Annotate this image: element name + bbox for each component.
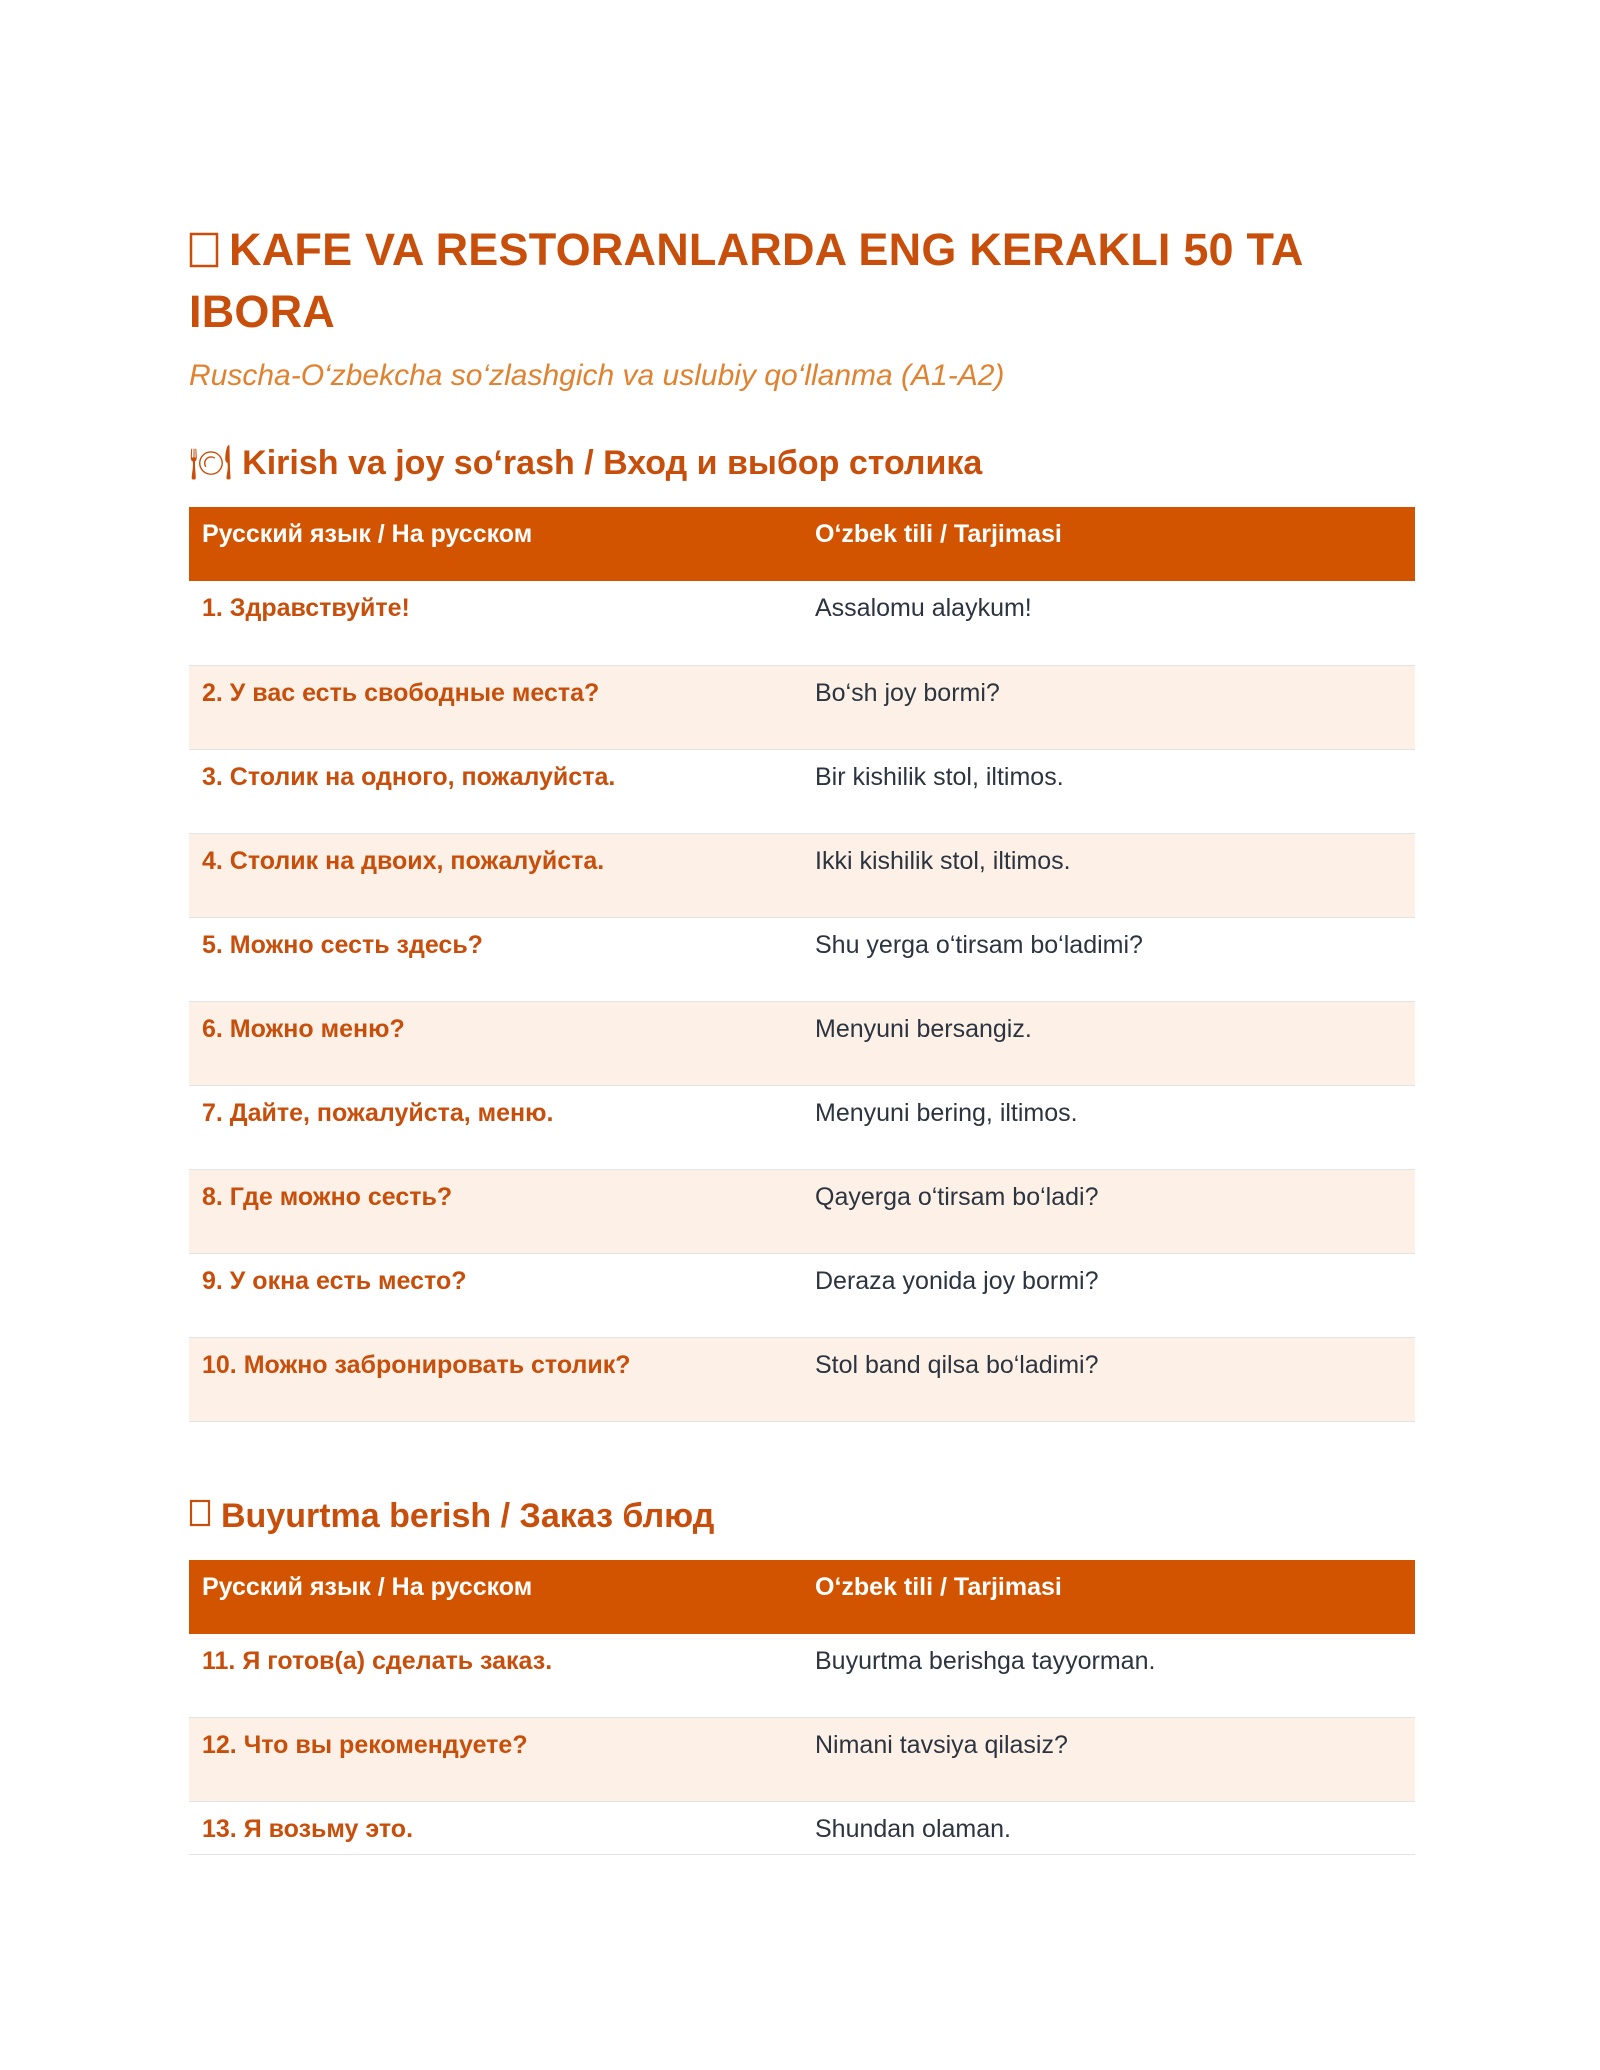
- uzbek-translation: Menyuni bering, iltimos.: [802, 1085, 1415, 1169]
- russian-phrase: 6. Можно меню?: [189, 1001, 802, 1085]
- table-row: [189, 1718, 1415, 1802]
- document-title: [189, 219, 1415, 343]
- table-row: [189, 1001, 1415, 1085]
- table-row: [189, 833, 1415, 917]
- section-ordering: [189, 1494, 1415, 1856]
- column-header-uzbek: O‘zbek tili / Tarjimasi: [802, 507, 1415, 581]
- table-row: [189, 1253, 1415, 1337]
- table-row: [189, 749, 1415, 833]
- uzbek-translation: Assalomu alaykum!: [802, 581, 1415, 665]
- section-heading-text: Kirish va joy so‘rash / Вход и выбор столика: [242, 444, 983, 482]
- document-subtitle: Ruscha-O‘zbekcha so‘zlashgich va uslubiy qo‘llanma (A1-A2): [189, 359, 1005, 392]
- table-header-row: [189, 507, 1415, 581]
- russian-phrase: 13. Я возьму это.: [189, 1802, 802, 1855]
- section-heading-text: Buyurtma berish / Заказ блюд: [221, 1496, 715, 1535]
- phrase-table: [189, 507, 1415, 1422]
- document-page: [189, 219, 1415, 1855]
- russian-phrase: 9. У окна есть место?: [189, 1253, 802, 1337]
- missing-glyph-icon: [189, 1494, 211, 1538]
- table-row: [189, 1085, 1415, 1169]
- uzbek-translation: Stol band qilsa bo‘ladimi?: [802, 1337, 1415, 1421]
- uzbek-translation: Nimani tavsiya qilasiz?: [802, 1718, 1415, 1802]
- uzbek-translation: Bo‘sh joy bormi?: [802, 665, 1415, 749]
- section-heading: [189, 441, 1415, 485]
- russian-phrase: 1. Здравствуйте!: [189, 581, 802, 665]
- column-header-uzbek: O‘zbek tili / Tarjimasi: [802, 1560, 1415, 1634]
- russian-phrase: 11. Я готов(а) сделать заказ.: [189, 1634, 802, 1718]
- table-row: [189, 1169, 1415, 1253]
- russian-phrase: 3. Столик на одного, пожалуйста.: [189, 749, 802, 833]
- table-row: [189, 665, 1415, 749]
- uzbek-translation: Qayerga o‘tirsam bo‘ladi?: [802, 1169, 1415, 1253]
- table-row: [189, 1337, 1415, 1421]
- uzbek-translation: Shu yerga o‘tirsam bo‘ladimi?: [802, 917, 1415, 1001]
- section-seating: [189, 441, 1415, 1422]
- uzbek-translation: Bir kishilik stol, iltimos.: [802, 749, 1415, 833]
- column-header-russian: Русский язык / На русском: [189, 1560, 802, 1634]
- table-row: [189, 1802, 1415, 1855]
- uzbek-translation: Buyurtma berishga tayyorman.: [802, 1634, 1415, 1718]
- table-row: [189, 1634, 1415, 1718]
- table-header-row: [189, 1560, 1415, 1634]
- russian-phrase: 12. Что вы рекомендуете?: [189, 1718, 802, 1802]
- phrase-table: [189, 1560, 1415, 1856]
- russian-phrase: 5. Можно сесть здесь?: [189, 917, 802, 1001]
- russian-phrase: 2. У вас есть свободные места?: [189, 665, 802, 749]
- uzbek-translation: Shundan olaman.: [802, 1802, 1415, 1855]
- table-row: [189, 581, 1415, 665]
- russian-phrase: 10. Можно забронировать столик?: [189, 1337, 802, 1421]
- russian-phrase: 8. Где можно сесть?: [189, 1169, 802, 1253]
- document-title-text: KAFE VA RESTORANLARDA ENG KERAKLI 50 TA IBORA: [189, 224, 1302, 337]
- section-heading: [189, 1494, 1415, 1538]
- russian-phrase: 4. Столик на двоих, пожалуйста.: [189, 833, 802, 917]
- missing-glyph-icon: [189, 219, 219, 281]
- column-header-russian: Русский язык / На русском: [189, 507, 802, 581]
- uzbek-translation: Ikki kishilik stol, iltimos.: [802, 833, 1415, 917]
- table-row: [189, 917, 1415, 1001]
- uzbek-translation: Menyuni bersangiz.: [802, 1001, 1415, 1085]
- uzbek-translation: Deraza yonida joy bormi?: [802, 1253, 1415, 1337]
- russian-phrase: 7. Дайте, пожалуйста, меню.: [189, 1085, 802, 1169]
- plate-cutlery-icon: 🍽: [189, 444, 233, 482]
